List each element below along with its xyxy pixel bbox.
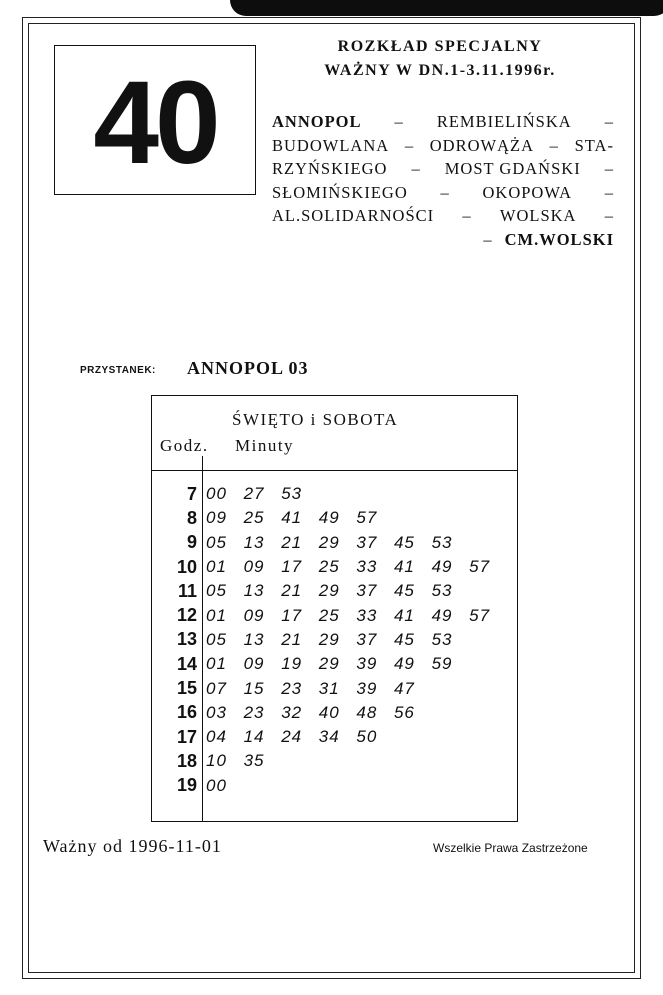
route-number-box (54, 45, 256, 195)
departure-minute: 53 (281, 484, 303, 504)
departure-minute: 59 (431, 654, 453, 674)
departure-minute: 09 (243, 654, 265, 674)
departure-minute: 01 (206, 654, 227, 674)
route-separator: – (604, 159, 614, 178)
departure-minute: 21 (281, 629, 303, 649)
departure-minute: 35 (243, 751, 265, 771)
departure-minute: 57 (469, 557, 491, 577)
timetable (151, 395, 518, 822)
departure-minute: 09 (243, 605, 265, 625)
route-segment: SŁOMIŃSKIEGO (272, 182, 408, 202)
departure-minute: 33 (356, 605, 378, 625)
route-separator: – (604, 206, 614, 225)
stop-label: PRZYSTANEK: (80, 365, 156, 376)
table-row (152, 749, 507, 773)
departure-minute: 45 (393, 629, 415, 649)
departure-minute: 29 (318, 581, 340, 601)
hour-cell: 16 (176, 702, 197, 723)
minutes-cell (206, 581, 469, 601)
departure-minute: 17 (281, 557, 303, 577)
table-row (152, 652, 507, 676)
minutes-cell (206, 606, 507, 626)
route-segment: WOLSKA (499, 206, 577, 225)
departure-minute: 05 (206, 629, 227, 649)
departure-minute: 33 (356, 557, 378, 577)
table-row (152, 628, 507, 652)
schedule-title: ROZKŁAD SPECJALNY (337, 38, 543, 55)
departure-minute: 48 (356, 702, 378, 722)
departure-minute: 29 (318, 532, 340, 552)
departure-minute: 01 (206, 605, 227, 625)
departure-minute: 31 (318, 678, 340, 698)
hour-cell: 19 (176, 775, 197, 796)
departure-minute: 09 (206, 508, 227, 528)
hour-cell: 9 (186, 532, 197, 553)
minutes-cell (206, 776, 244, 796)
departure-minute: 17 (281, 605, 303, 625)
departure-minute: 21 (281, 581, 303, 601)
schedule-validity (270, 62, 610, 80)
departure-minute: 19 (281, 654, 303, 674)
departure-minute: 49 (393, 654, 415, 674)
minutes-cell (206, 484, 319, 504)
route-segment: RZYŃSKIEGO (272, 159, 388, 178)
timetable-title: ŚWIĘTO i SOBOTA (232, 410, 399, 429)
departure-minute: 53 (431, 581, 453, 601)
departure-minute: 57 (356, 508, 378, 528)
route-description (272, 110, 614, 251)
route-segment: MOST GDAŃSKI (444, 159, 581, 178)
route-separator: – (411, 159, 421, 178)
minutes-cell (206, 533, 469, 553)
route-separator: – (440, 182, 450, 202)
departure-minute: 41 (393, 605, 415, 625)
route-separator: – (604, 112, 614, 131)
table-row (152, 774, 507, 798)
departure-minute: 13 (243, 581, 265, 601)
departure-minute: 53 (431, 532, 453, 552)
route-line (272, 134, 614, 158)
departure-minute: 24 (281, 727, 303, 747)
table-row (152, 482, 507, 506)
departure-minute: 37 (356, 581, 378, 601)
route-line (272, 181, 614, 205)
departure-minute: 04 (206, 727, 227, 747)
departure-minute: 25 (318, 605, 340, 625)
route-segment: STA- (574, 135, 614, 155)
departure-minute: 47 (393, 678, 415, 698)
route-segment: ANNOPOL (272, 112, 362, 131)
hour-cell: 14 (176, 653, 197, 674)
departure-minute: 39 (356, 654, 378, 674)
departure-minute: 34 (318, 727, 340, 747)
route-separator: – (549, 135, 559, 155)
departure-minute: 05 (206, 581, 227, 601)
departure-minute: 23 (281, 678, 303, 698)
route-segment: BUDOWLANA (272, 135, 390, 155)
minutes-cell (206, 679, 432, 699)
departure-minute: 13 (243, 629, 265, 649)
minutes-cell (206, 703, 432, 723)
departure-minute: 03 (206, 702, 227, 722)
departure-minute: 39 (356, 678, 378, 698)
minutes-cell (206, 630, 469, 650)
valid-from: Ważny od 1996-11-01 (43, 836, 222, 856)
minutes-column-header: Minuty (235, 436, 295, 455)
departure-minute: 25 (243, 508, 265, 528)
route-segment: AL.SOLIDARNOŚCI (272, 206, 435, 225)
hour-cell: 10 (176, 556, 197, 577)
table-row (152, 555, 507, 579)
minutes-cell (206, 508, 394, 528)
route-separator: – (404, 135, 415, 155)
departure-minute: 49 (431, 557, 453, 577)
departure-minute: 37 (356, 532, 378, 552)
departure-minute: 10 (206, 751, 227, 771)
route-segment: REMBIELIŃSKA (436, 112, 572, 131)
route-segment: ODROWĄŻA (429, 135, 534, 155)
hour-cell: 7 (186, 483, 197, 504)
departure-minute: 01 (206, 557, 227, 577)
departure-minute: 49 (318, 508, 340, 528)
departure-minute: 37 (356, 629, 378, 649)
departure-minute: 41 (281, 508, 303, 528)
departure-minute: 00 (206, 775, 227, 795)
table-row (152, 506, 507, 530)
route-segment: OKOPOWA (482, 182, 572, 202)
table-row (152, 701, 507, 725)
minutes-cell (206, 727, 394, 747)
rights-notice: Wszelkie Prawa Zastrzeżone (433, 841, 588, 855)
hour-cell: 8 (186, 507, 197, 528)
departure-minute: 25 (318, 557, 340, 577)
table-row (152, 579, 507, 603)
hour-cell: 18 (176, 750, 197, 771)
hour-cell: 15 (176, 678, 197, 699)
route-line (272, 110, 614, 134)
departure-minute: 13 (243, 532, 265, 552)
hour-column-header: Godz. (160, 436, 209, 455)
hour-cell: 13 (176, 629, 197, 650)
header-divider (152, 470, 517, 471)
departure-minute: 05 (206, 532, 227, 552)
departure-minute: 41 (393, 557, 415, 577)
departure-minute: 23 (243, 702, 265, 722)
departure-minute: 32 (281, 702, 303, 722)
hour-cell: 17 (176, 726, 197, 747)
departure-minute: 50 (356, 727, 378, 747)
route-line (272, 204, 614, 228)
minutes-cell (206, 654, 469, 674)
schedule-validity-text: WAŻNY W DN.1-3.11.1996r. (324, 62, 556, 79)
table-row (152, 531, 507, 555)
departure-minute: 00 (206, 484, 227, 504)
departure-minute: 45 (393, 532, 415, 552)
hour-cell: 12 (176, 605, 197, 626)
departure-minute: 07 (206, 678, 227, 698)
departure-minute: 45 (393, 581, 415, 601)
stop-name: ANNOPOL 03 (187, 358, 309, 378)
minutes-cell (206, 751, 281, 771)
departure-minute: 09 (243, 557, 265, 577)
departure-minute: 49 (431, 605, 453, 625)
route-number: 40 (93, 57, 217, 189)
route-separator: – (394, 112, 404, 131)
departure-minute: 57 (469, 605, 491, 625)
table-row (152, 676, 507, 700)
departure-minute: 27 (243, 484, 265, 504)
minutes-cell (206, 557, 507, 577)
departure-minute: 21 (281, 532, 303, 552)
route-separator: – (462, 206, 472, 225)
departure-minute: 29 (318, 629, 340, 649)
route-separator: – (483, 229, 493, 249)
departure-minute: 56 (393, 702, 415, 722)
table-row (152, 725, 507, 749)
departure-minute: 29 (318, 654, 340, 674)
timetable-rows (152, 482, 507, 798)
route-separator: – (604, 182, 614, 202)
table-row (152, 603, 507, 627)
hour-cell: 11 (177, 580, 197, 601)
departure-minute: 40 (318, 702, 340, 722)
route-terminus: CM.WOLSKI (504, 229, 614, 249)
route-line (272, 228, 614, 252)
departure-minute: 14 (243, 727, 265, 747)
departure-minute: 53 (431, 629, 453, 649)
route-line (272, 157, 614, 181)
departure-minute: 15 (243, 678, 265, 698)
top-edge-bar (230, 0, 663, 16)
